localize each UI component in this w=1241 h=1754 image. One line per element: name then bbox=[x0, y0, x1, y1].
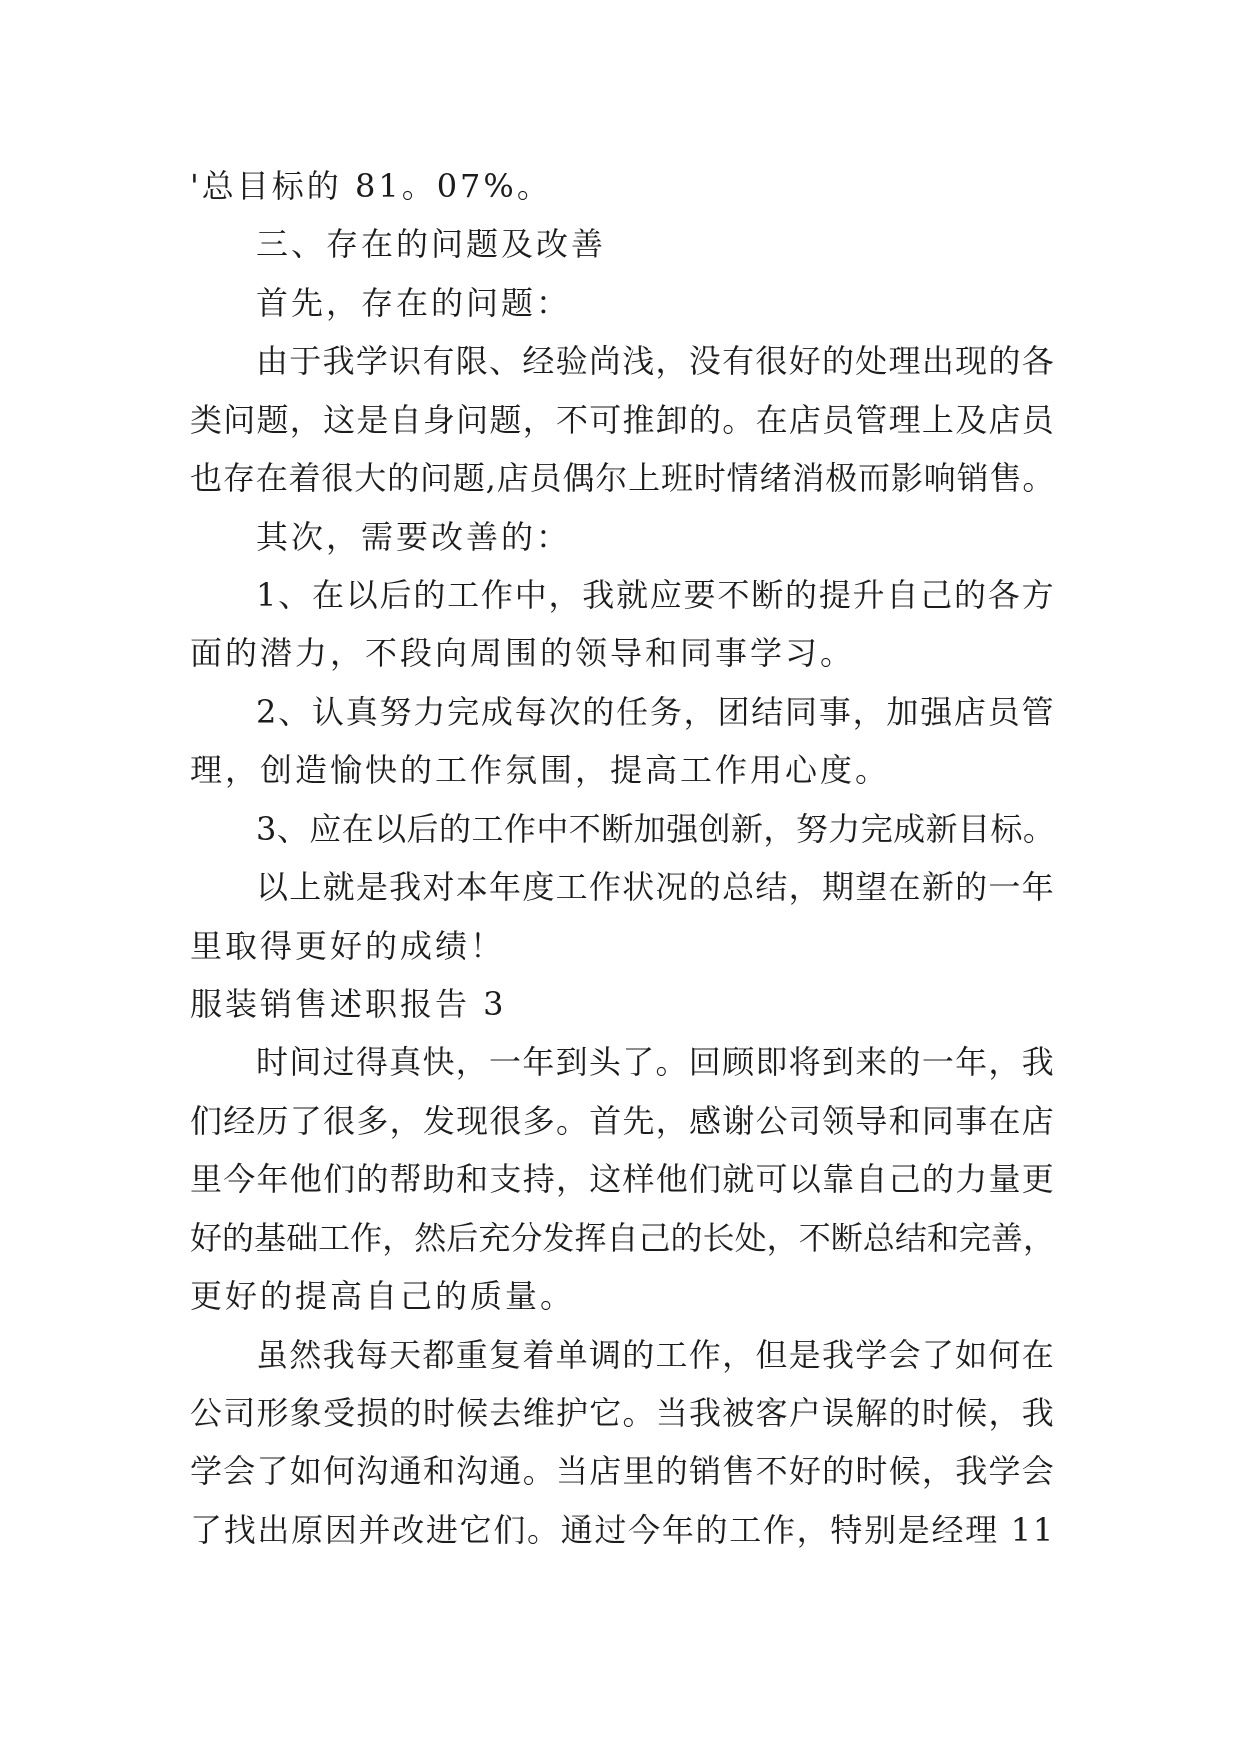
text-line-10: 2、认真努力完成每次的任务，团结同事，加强店员管 bbox=[256, 693, 1056, 731]
text-line-9: 面的潜力，不段向周围的领导和同事学习。 bbox=[190, 634, 856, 672]
text-line-14: 里取得更好的成绩！ bbox=[190, 927, 506, 965]
text-line-24: 了找出原因并改进它们。通过今年的工作，特别是经理 11 bbox=[190, 1511, 1055, 1549]
text-line-20: 更好的提高自己的质量。 bbox=[190, 1277, 576, 1315]
text-line-11: 理，创造愉快的工作氛围，提高工作用心度。 bbox=[190, 751, 891, 789]
text-line-18: 里今年他们的帮助和支持，这样他们就可以靠自己的力量更 bbox=[190, 1160, 1056, 1198]
text-line-3: 首先，存在的问题： bbox=[256, 284, 572, 322]
text-line-12: 3、应在以后的工作中不断加强创新，努力完成新目标。 bbox=[256, 810, 1056, 848]
text-line-19: 好的基础工作，然后充分发挥自己的长处，不断总结和完善， bbox=[190, 1219, 1056, 1257]
section-heading-problems: 三、存在的问题及改善 bbox=[256, 225, 607, 263]
text-line-17: 们经历了很多，发现很多。首先，感谢公司领导和同事在店 bbox=[190, 1102, 1056, 1140]
text-line-4: 由于我学识有限、经验尚浅，没有很好的处理出现的各 bbox=[256, 342, 1056, 380]
text-line-22: 公司形象受损的时候去维护它。当我被客户误解的时候，我 bbox=[190, 1394, 1056, 1432]
report-title: 服装销售述职报告 3 bbox=[190, 985, 507, 1023]
text-line-13: 以上就是我对本年度工作状况的总结，期望在新的一年 bbox=[256, 868, 1056, 906]
text-line-8: 1、在以后的工作中，我就应要不断的提升自己的各方 bbox=[256, 576, 1056, 614]
text-line-16: 时间过得真快，一年到头了。回顾即将到来的一年，我 bbox=[256, 1043, 1056, 1081]
text-line-23: 学会了如何沟通和沟通。当店里的销售不好的时候，我学会 bbox=[190, 1452, 1056, 1490]
text-line-5: 类问题，这是自身问题，不可推卸的。在店员管理上及店员 bbox=[190, 401, 1056, 439]
text-line-6: 也存在着很大的问题,店员偶尔上班时情绪消极而影响销售。 bbox=[190, 459, 1056, 497]
text-line-21: 虽然我每天都重复着单调的工作，但是我学会了如何在 bbox=[256, 1336, 1056, 1374]
text-line-7: 其次，需要改善的： bbox=[256, 518, 572, 556]
text-line-1: '总目标的 81。07%。 bbox=[190, 167, 552, 205]
